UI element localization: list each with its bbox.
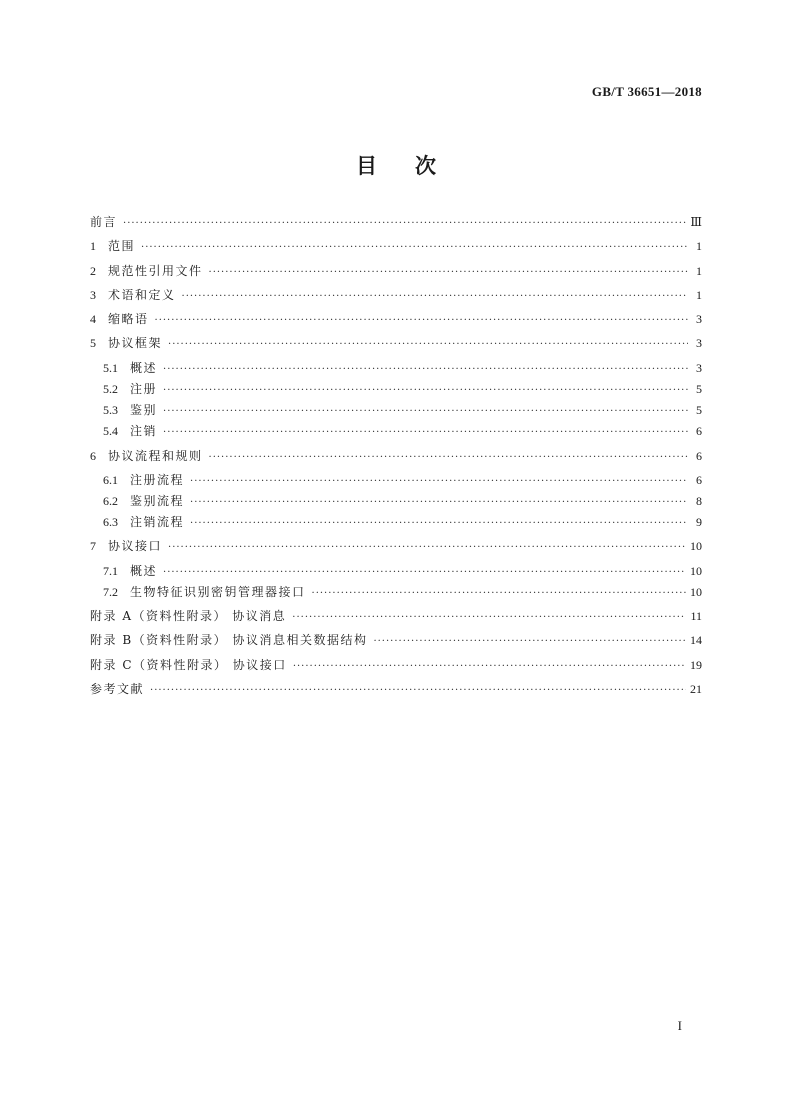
toc-entry[interactable] (90, 264, 702, 288)
toc-entry-label (90, 473, 184, 488)
toc-entry-title: 生物特征识别密钥管理器接口 (130, 584, 306, 599)
toc-entry-page: 9 (696, 515, 702, 530)
toc-entry-label (90, 609, 286, 624)
toc-entry[interactable] (90, 215, 702, 239)
toc-entry-number: 5 (90, 336, 96, 351)
toc-entry-label (90, 658, 287, 673)
toc-entry-label (90, 449, 203, 464)
toc-entry-title: 附录 B（资料性附录） 协议消息相关数据结构 (90, 633, 368, 648)
toc-entry[interactable] (90, 539, 702, 563)
toc-entry-title: 附录 C（资料性附录） 协议接口 (90, 657, 287, 672)
toc-entry-label (90, 382, 157, 397)
toc-entry-title: 附录 A（资料性附录） 协议消息 (90, 609, 287, 624)
toc-entry-label (90, 585, 306, 600)
toc-entry-title: 鉴别 (130, 403, 158, 418)
toc-dot-leader (123, 216, 686, 231)
toc-entry-number: 5.2 (103, 381, 118, 396)
toc-entry-title: 概述 (130, 360, 158, 375)
toc-entry-title: 注册 (130, 381, 158, 396)
toc-entry-label (90, 494, 184, 509)
toc-dot-leader (163, 383, 688, 398)
toc-entry-number: 1 (90, 239, 96, 254)
toc-entry-label (90, 239, 135, 254)
toc-entry[interactable] (90, 361, 702, 382)
toc-entry-label (90, 564, 157, 579)
toc-entry-label (90, 215, 117, 230)
toc-dot-leader (190, 474, 688, 489)
toc-entry[interactable] (90, 403, 702, 424)
toc-entry-number: 3 (90, 287, 96, 302)
toc-entry[interactable] (90, 312, 702, 336)
page-title: 目次 (356, 154, 474, 178)
toc-entry-title: 术语和定义 (108, 287, 176, 302)
toc-entry[interactable] (90, 609, 702, 633)
toc-entry[interactable] (90, 473, 702, 494)
toc-entry[interactable] (90, 449, 702, 473)
toc-entry-title: 协议框架 (108, 336, 163, 351)
toc-dot-leader (209, 450, 688, 465)
toc-dot-leader (292, 610, 686, 625)
toc-entry-page: 1 (696, 239, 702, 254)
toc-entry[interactable] (90, 682, 702, 706)
toc-entry-title: 注销流程 (130, 515, 185, 530)
toc-entry-page: 3 (696, 312, 702, 327)
toc-entry-number: 5.3 (103, 403, 118, 418)
toc-entry-title: 范围 (108, 239, 136, 254)
toc-entry-label (90, 515, 184, 530)
toc-entry-page: 21 (690, 681, 702, 696)
toc-entry[interactable] (90, 424, 702, 445)
toc-entry-title: 协议接口 (108, 539, 163, 554)
toc-entry-label (90, 403, 157, 418)
toc-entry-title: 前言 (90, 215, 118, 229)
toc-entry-page: 5 (696, 403, 702, 418)
toc-entry-page: 6 (696, 472, 702, 487)
toc-entry[interactable] (90, 585, 702, 606)
toc-entry-label (90, 682, 144, 697)
toc-entry-page: 6 (696, 448, 702, 463)
toc-entry-title: 参考文献 (90, 681, 145, 696)
toc-entry-number: 6.3 (103, 515, 118, 530)
toc-entry-page: 6 (696, 424, 702, 439)
toc-entry-page: 3 (696, 360, 702, 375)
toc-entry-label (90, 264, 203, 279)
toc-entry-number: 7 (90, 539, 96, 554)
toc-dot-leader (373, 634, 686, 649)
toc-dot-leader (190, 516, 688, 531)
toc-entry-label (90, 539, 162, 554)
toc-entry[interactable] (90, 288, 702, 312)
toc-entry-label (90, 424, 157, 439)
toc-entry[interactable] (90, 336, 702, 360)
toc-dot-leader (163, 362, 688, 377)
toc-entry[interactable] (90, 633, 702, 657)
toc-dot-leader (312, 586, 686, 601)
toc-entry-number: 7.2 (103, 584, 118, 599)
toc-entry-number: 6.2 (103, 494, 118, 509)
toc-entry-number: 4 (90, 312, 96, 327)
toc-entry-page: 3 (696, 336, 702, 351)
toc-dot-leader (155, 313, 688, 328)
toc-entry[interactable] (90, 515, 702, 536)
toc-entry-label (90, 633, 367, 648)
toc-entry-number: 6 (90, 448, 96, 463)
toc-dot-leader (168, 540, 686, 555)
toc-entry-page: 5 (696, 381, 702, 396)
toc-entry-label (90, 336, 162, 351)
toc-entry[interactable] (90, 564, 702, 585)
toc-entry-title: 注销 (130, 424, 158, 439)
toc-entry-label (90, 361, 157, 376)
toc-entry-page: 1 (696, 287, 702, 302)
toc-entry-page: 10 (690, 584, 702, 599)
toc-entry-page: Ⅲ (690, 215, 702, 229)
page-number: I (677, 1018, 682, 1033)
toc-entry-title: 规范性引用文件 (108, 263, 203, 278)
toc-entry-label (90, 312, 149, 327)
toc-entry-number: 5.4 (103, 424, 118, 439)
toc-entry-number: 6.1 (103, 472, 118, 487)
toc-dot-leader (209, 265, 688, 280)
toc-entry-page: 10 (690, 563, 702, 578)
toc-entry-page: 11 (690, 609, 702, 624)
toc-entry-title: 协议流程和规则 (108, 448, 203, 463)
toc-dot-leader (190, 495, 688, 510)
document-code: GB/T 36651—2018 (591, 84, 702, 99)
toc-entry-page: 1 (696, 263, 702, 278)
toc-dot-leader (141, 240, 688, 255)
toc-entry[interactable] (90, 494, 702, 515)
toc-dot-leader (163, 565, 686, 580)
toc-entry-page: 19 (690, 657, 702, 672)
toc-entry-number: 7.1 (103, 563, 118, 578)
table-of-contents (90, 215, 702, 706)
toc-dot-leader (150, 683, 686, 698)
toc-entry-number: 2 (90, 263, 96, 278)
toc-entry-number: 5.1 (103, 360, 118, 375)
toc-entry-title: 缩略语 (108, 312, 149, 327)
toc-dot-leader (182, 289, 688, 304)
toc-entry[interactable] (90, 239, 702, 263)
toc-entry[interactable] (90, 658, 702, 682)
toc-entry-page: 8 (696, 494, 702, 509)
toc-entry-title: 概述 (130, 563, 158, 578)
toc-dot-leader (163, 404, 688, 419)
toc-entry-label (90, 288, 176, 303)
toc-dot-leader (168, 337, 688, 352)
toc-dot-leader (163, 425, 688, 440)
toc-entry-title: 注册流程 (130, 472, 185, 487)
toc-entry-page: 10 (690, 539, 702, 554)
toc-dot-leader (293, 659, 686, 674)
toc-entry-page: 14 (690, 633, 702, 648)
toc-entry-title: 鉴别流程 (130, 494, 185, 509)
toc-entry[interactable] (90, 382, 702, 403)
